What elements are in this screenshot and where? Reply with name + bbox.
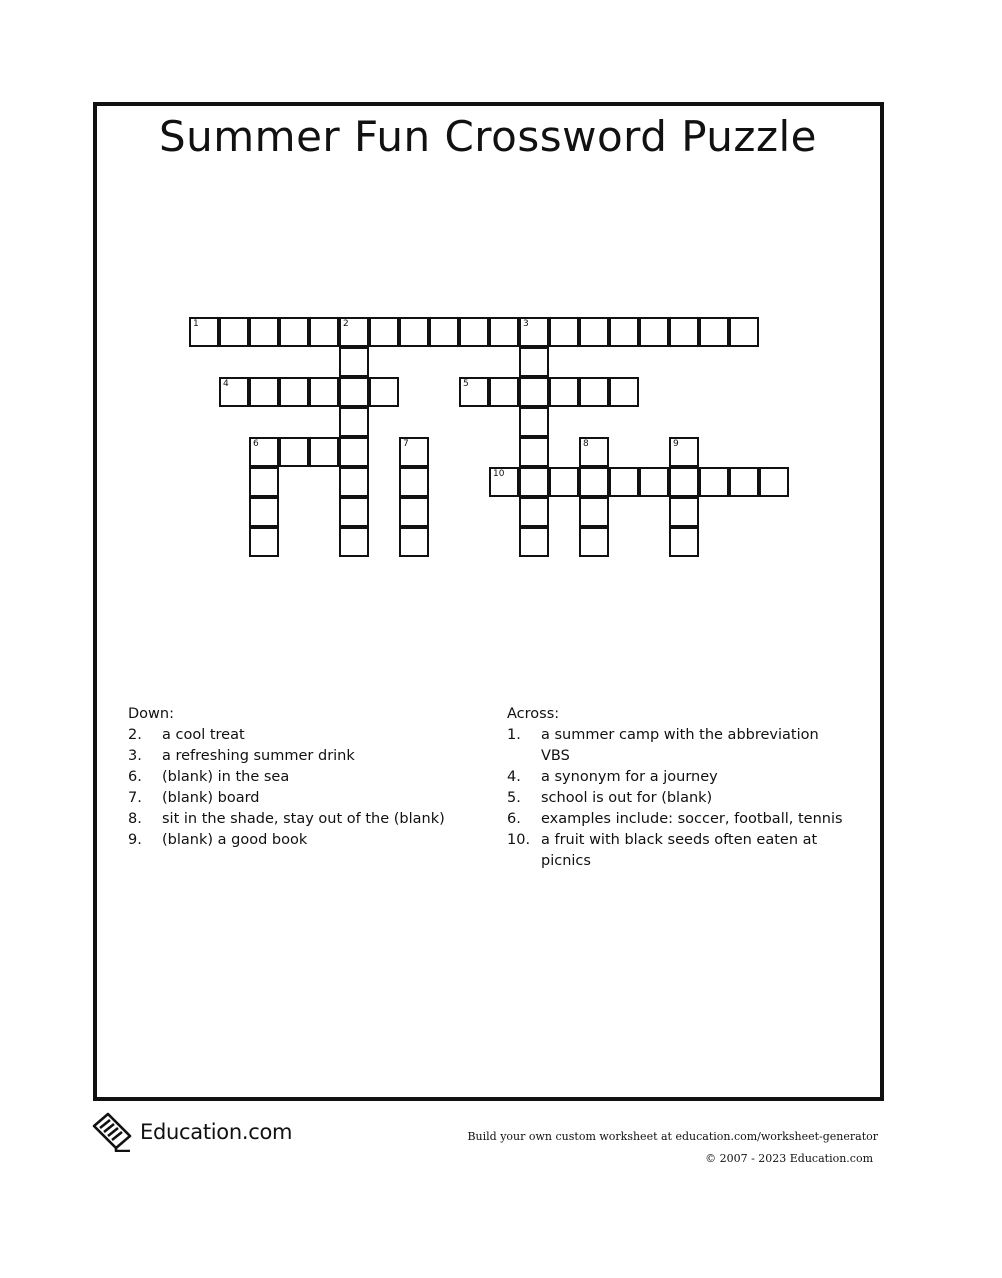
down-clue (128, 788, 488, 809)
down-clue-list (128, 725, 488, 851)
footer-copyright: © 2007 - 2023 Education.com (705, 1152, 873, 1165)
worksheet-frame (93, 102, 884, 1101)
clue-text: a summer camp with the abbreviation VBS (541, 727, 819, 764)
down-clue (128, 767, 488, 788)
across-clue-list (507, 725, 852, 872)
crossword-cell[interactable] (279, 317, 309, 347)
crossword-cell[interactable] (219, 377, 249, 407)
crossword-cell[interactable] (489, 467, 519, 497)
crossword-cell[interactable] (729, 317, 759, 347)
clue-number-label: 5. (507, 790, 521, 806)
clue-text: a cool treat (162, 727, 245, 743)
crossword-cell[interactable] (639, 467, 669, 497)
crossword-cell[interactable] (339, 407, 369, 437)
crossword-cell[interactable] (519, 497, 549, 527)
clue-number: 4 (223, 379, 229, 389)
crossword-cell[interactable] (609, 467, 639, 497)
across-clue (507, 788, 852, 809)
crossword-cell[interactable] (219, 317, 249, 347)
crossword-cell[interactable] (489, 377, 519, 407)
down-heading: Down: (128, 706, 174, 722)
crossword-cell[interactable] (399, 317, 429, 347)
pencil-book-icon (90, 1112, 134, 1152)
page-title: Summer Fun Crossword Puzzle (158, 112, 818, 161)
down-clue (128, 746, 488, 767)
footer-build-text: Build your own custom worksheet at education.com/worksheet-generator (467, 1130, 878, 1143)
clue-text: examples include: soccer, football, tennis (541, 811, 843, 827)
clue-number: 1 (193, 319, 199, 329)
clue-text: sit in the shade, stay out of the (blank) (162, 811, 445, 827)
clue-text: a refreshing summer drink (162, 748, 355, 764)
clue-number-label: 3. (128, 748, 142, 764)
across-clues (507, 704, 852, 872)
crossword-cell[interactable] (339, 317, 369, 347)
clue-number-label: 6. (128, 769, 142, 785)
clue-number: 7 (403, 439, 409, 449)
crossword-cell[interactable] (459, 377, 489, 407)
crossword-cell[interactable] (579, 527, 609, 557)
clue-number-label: 8. (128, 811, 142, 827)
crossword-cell[interactable] (399, 437, 429, 467)
across-clue (507, 767, 852, 788)
crossword-cell[interactable] (519, 467, 549, 497)
crossword-cell[interactable] (339, 527, 369, 557)
clue-number: 6 (253, 439, 259, 449)
crossword-cell[interactable] (669, 467, 699, 497)
crossword-cell[interactable] (489, 317, 519, 347)
crossword-cell[interactable] (309, 377, 339, 407)
clue-text: (blank) in the sea (162, 769, 290, 785)
clue-number: 2 (343, 319, 349, 329)
crossword-cell[interactable] (669, 437, 699, 467)
crossword-cell[interactable] (759, 467, 789, 497)
crossword-cell[interactable] (399, 497, 429, 527)
crossword-cell[interactable] (429, 317, 459, 347)
crossword-cell[interactable] (609, 317, 639, 347)
crossword-cell[interactable] (189, 317, 219, 347)
clue-number-label: 6. (507, 811, 521, 827)
crossword-cell[interactable] (369, 317, 399, 347)
across-clue (507, 809, 852, 830)
clue-number-label: 1. (507, 727, 521, 743)
clue-number: 3 (523, 319, 529, 329)
crossword-cell[interactable] (249, 377, 279, 407)
crossword-cell[interactable] (609, 377, 639, 407)
crossword-cell[interactable] (309, 437, 339, 467)
crossword-cell[interactable] (249, 527, 279, 557)
crossword-cell[interactable] (699, 317, 729, 347)
crossword-cell[interactable] (519, 347, 549, 377)
crossword-cell[interactable] (729, 467, 759, 497)
crossword-cell[interactable] (279, 377, 309, 407)
crossword-cell[interactable] (579, 377, 609, 407)
crossword-cell[interactable] (279, 437, 309, 467)
down-clue (128, 725, 488, 746)
crossword-cell[interactable] (579, 317, 609, 347)
crossword-cell[interactable] (249, 437, 279, 467)
clue-number: 10 (493, 469, 505, 479)
clue-text: (blank) a good book (162, 832, 308, 848)
crossword-cell[interactable] (699, 467, 729, 497)
crossword-cell[interactable] (249, 467, 279, 497)
clue-number-label: 2. (128, 727, 142, 743)
crossword-cell[interactable] (249, 317, 279, 347)
crossword-cell[interactable] (579, 497, 609, 527)
across-clue (507, 830, 852, 872)
down-clue (128, 830, 488, 851)
crossword-cell[interactable] (519, 527, 549, 557)
crossword-cell[interactable] (579, 437, 609, 467)
crossword-cell[interactable] (579, 467, 609, 497)
crossword-cell[interactable] (519, 437, 549, 467)
logo-text: Education.com (140, 1120, 293, 1144)
crossword-cell[interactable] (549, 317, 579, 347)
clue-text: (blank) board (162, 790, 260, 806)
clue-text: a fruit with black seeds often eaten at picnics (541, 832, 818, 869)
clue-number-label: 4. (507, 769, 521, 785)
clue-text: school is out for (blank) (541, 790, 713, 806)
crossword-cell[interactable] (249, 497, 279, 527)
crossword-cell[interactable] (339, 467, 369, 497)
crossword-cell[interactable] (339, 497, 369, 527)
clue-text: a synonym for a journey (541, 769, 718, 785)
crossword-cell[interactable] (339, 437, 369, 467)
down-clues (128, 704, 488, 851)
clue-number-label: 7. (128, 790, 142, 806)
crossword-cell[interactable] (459, 317, 489, 347)
across-heading: Across: (507, 706, 560, 722)
clue-number: 8 (583, 439, 589, 449)
crossword-cell[interactable] (519, 407, 549, 437)
crossword-cell[interactable] (399, 467, 429, 497)
crossword-cell[interactable] (339, 377, 369, 407)
crossword-cell[interactable] (639, 317, 669, 347)
education-logo (90, 1112, 292, 1152)
crossword-cell[interactable] (669, 527, 699, 557)
clue-number: 9 (673, 439, 679, 449)
crossword-cell[interactable] (339, 347, 369, 377)
crossword-cell[interactable] (549, 377, 579, 407)
clue-number-label: 10. (507, 832, 531, 848)
down-clue (128, 809, 488, 830)
crossword-cell[interactable] (519, 317, 549, 347)
crossword-cell[interactable] (399, 527, 429, 557)
crossword-cell[interactable] (309, 317, 339, 347)
crossword-cell[interactable] (549, 467, 579, 497)
crossword-cell[interactable] (369, 377, 399, 407)
clue-number: 5 (463, 379, 469, 389)
crossword-cell[interactable] (669, 497, 699, 527)
clue-number-label: 9. (128, 832, 142, 848)
crossword-cell[interactable] (669, 317, 699, 347)
across-clue (507, 725, 852, 767)
crossword-cell[interactable] (519, 377, 549, 407)
